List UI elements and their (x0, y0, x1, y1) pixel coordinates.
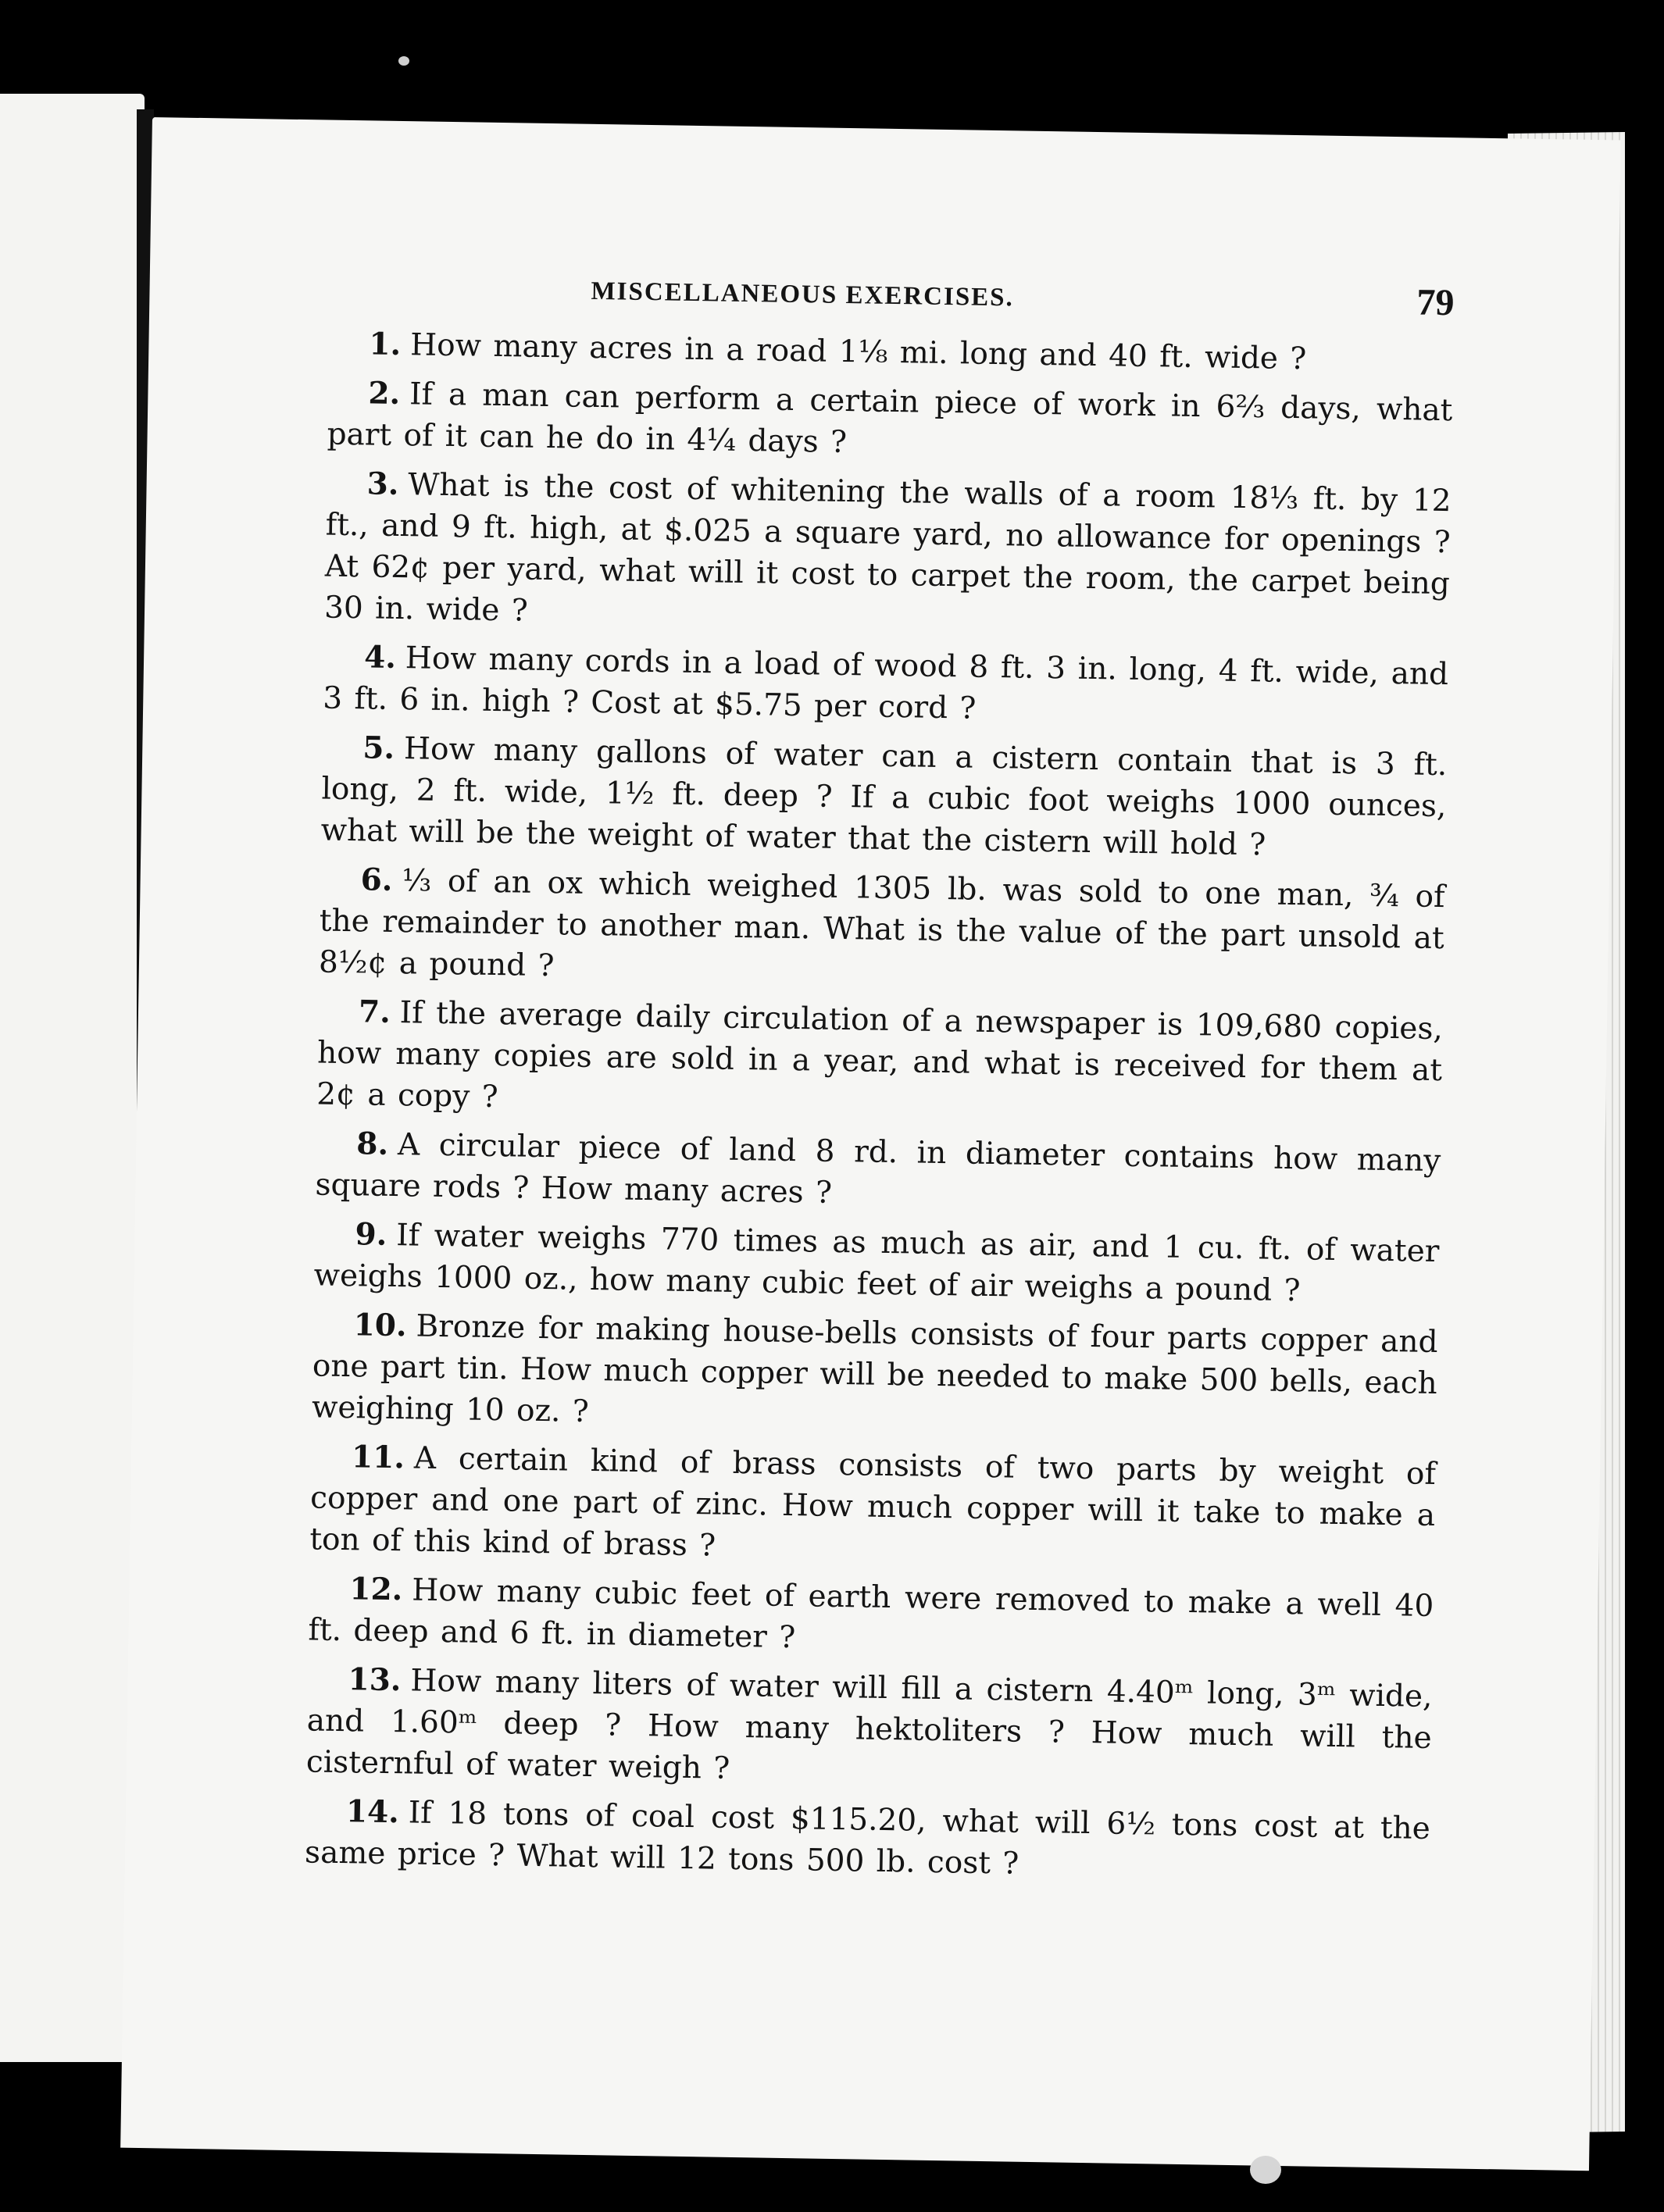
exercise-number: 3. (366, 466, 399, 503)
exercise-14 (305, 1790, 1430, 1891)
exercise-text: How many liters of water will fill a cistern 4.40ᵐ long, 3ᵐ wide, and 1.60ᵐ deep ? How many hektoliters ? How much will the cisternful of water weigh ? (305, 1663, 1433, 1786)
exercise-5 (320, 727, 1447, 869)
exercise-text: If the average daily circulation of a newspaper is 109,680 copies, how many copies are sold in a year, and what is received for them at 2¢ a copy ? (316, 995, 1444, 1115)
page-number: 79 (1416, 281, 1455, 324)
exercise-4 (323, 637, 1448, 737)
exercise-text: How many acres in a road 1⅛ mi. long and 40 ft. wide ? (409, 327, 1307, 377)
exercise-number: 14. (345, 1793, 400, 1831)
exercise-text: What is the cost of whitening the walls of a room 18⅓ ft. by 12 ft., and 9 ft. high, at $.025 a square yard, no allowance for openings ? At 62¢ per yard, what will it cost to carpet the room, the carpet being 30 in. wide ? (323, 467, 1452, 629)
dust-speck (1250, 2156, 1281, 2184)
exercise-text: If a man can perform a certain piece of work in 6⅔ days, what part of it can he do in 4¼ days ? (327, 376, 1453, 461)
exercise-text: If water weighs 770 times as much as air, and 1 cu. ft. of water weighs 1000 oz., how many cubic feet of air weighs a pound ? (313, 1218, 1440, 1309)
exercise-text: ⅓ of an ox which weighed 1305 lb. was sold to one man, ¾ of the remainder to another man. What is the value of the part unsold at 8½¢ a pound ? (318, 863, 1445, 984)
exercise-number: 2. (368, 375, 401, 412)
exercise-11 (309, 1436, 1436, 1578)
exercise-number: 5. (362, 730, 395, 766)
running-title: MISCELLANEOUS EXERCISES. (591, 276, 1015, 312)
exercise-text: How many gallons of water can a cistern contain that is 3 ft. long, 2 ft. wide, 1½ ft. deep ? If a cubic foot weighs 1000 ounces, what will be the weight of water that the cistern will hold ? (320, 731, 1448, 863)
exercise-number: 1. (369, 326, 402, 363)
exercise-10 (312, 1304, 1438, 1446)
exercise-text: If 18 tons of coal cost $115.20, what will 6½ tons cost at the same price ? What will 12 tons 500 lb. cost ? (304, 1795, 1431, 1882)
exercise-number: 10. (353, 1307, 407, 1344)
exercise-text: A circular piece of land 8 rd. in diameter contains how many square rods ? How many acres ? (315, 1127, 1441, 1211)
exercise-9 (313, 1213, 1439, 1314)
exercise-text: Bronze for making house-bells consists of four parts copper and one part tin. How much copper will be needed to make 500 bells, each weighing 10 oz. ? (311, 1308, 1438, 1429)
exercise-number: 4. (363, 639, 397, 676)
exercise-3 (324, 463, 1452, 647)
exercise-number: 6. (360, 862, 393, 898)
page-content (305, 269, 1455, 1899)
exercise-13 (306, 1658, 1433, 1800)
exercise-number: 8. (356, 1126, 389, 1162)
exercise-number: 9. (355, 1216, 387, 1253)
exercise-7 (316, 990, 1443, 1133)
exercise-8 (315, 1122, 1441, 1223)
exercise-text: How many cords in a load of wood 8 ft. 3 in. long, 4 ft. wide, and 3 ft. 6 in. high ? Cost at $5.75 per cord ? (322, 640, 1449, 726)
exercise-2 (327, 373, 1452, 473)
exercise-number: 11. (351, 1439, 405, 1476)
exercise-number: 13. (348, 1661, 402, 1699)
exercise-number: 7. (358, 994, 391, 1030)
exercise-list (305, 323, 1454, 1891)
book-page (120, 117, 1621, 2171)
exercise-text: A certain kind of brass consists of two parts by weight of copper and one part of zinc. How much copper will it take to make a ton of this kind of brass ? (309, 1440, 1437, 1564)
exercise-6 (319, 858, 1445, 1001)
exercise-text: How many cubic feet of earth were removed to make a well 40 ft. deep and 6 ft. in diameter ? (308, 1572, 1434, 1656)
exercise-number: 12. (349, 1571, 403, 1608)
exercise-12 (308, 1568, 1434, 1668)
dust-speck (398, 56, 409, 66)
facing-page-edge (0, 94, 145, 2062)
